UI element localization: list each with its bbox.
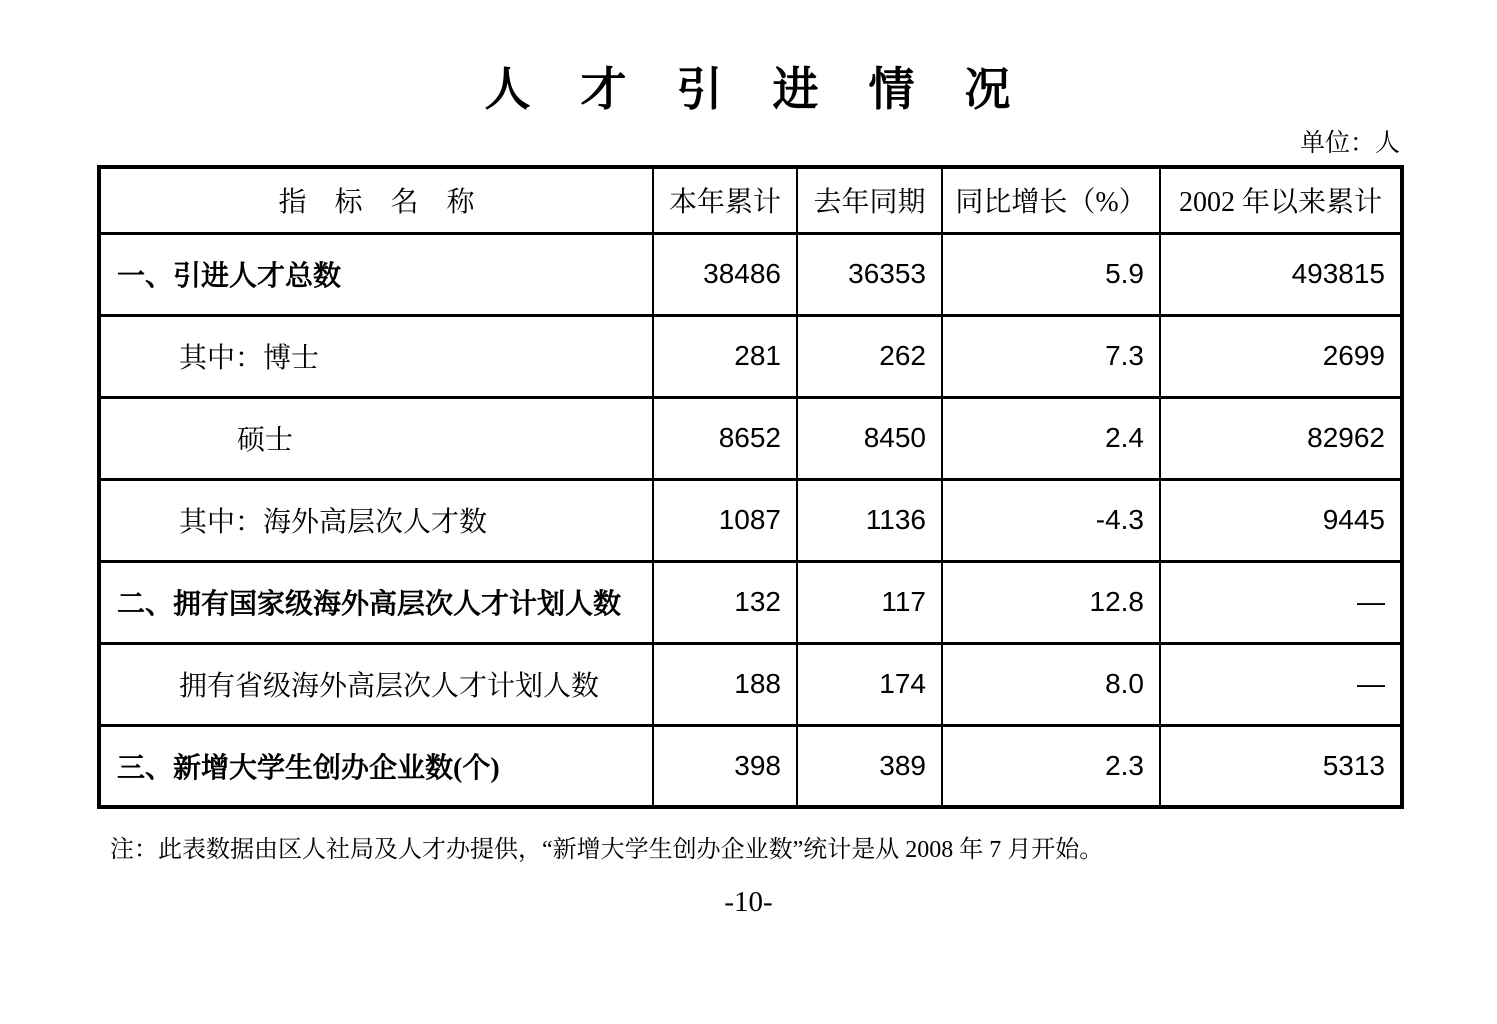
- cell-value: 8652: [653, 397, 797, 479]
- cell-value: —: [1160, 643, 1402, 725]
- table-body: [99, 233, 1402, 807]
- cell-value: 38486: [653, 233, 797, 315]
- cell-value: 82962: [1160, 397, 1402, 479]
- cell-value: 389: [797, 725, 942, 807]
- cell-value: 36353: [797, 233, 942, 315]
- cell-value: 2699: [1160, 315, 1402, 397]
- page-title: 人 才 引 进 情 况: [484, 64, 1013, 115]
- cell-value: 2.3: [942, 725, 1160, 807]
- cell-value: 9445: [1160, 479, 1402, 561]
- table-row: [99, 233, 1402, 315]
- row-label: 拥有省级海外高层次人才计划人数: [99, 643, 653, 725]
- cell-value: 8450: [797, 397, 942, 479]
- header-row: [99, 167, 1402, 233]
- footnote: 注：此表数据由区人社局及人才办提供，“新增大学生创办企业数”统计是从 2008 年 7 月开始。: [110, 837, 1104, 864]
- cell-value: 1136: [797, 479, 942, 561]
- talent-introduction-table: [97, 165, 1404, 809]
- header-this-year-cumulative: 本年累计: [653, 167, 797, 233]
- cell-value: 188: [653, 643, 797, 725]
- cell-value: 281: [653, 315, 797, 397]
- row-label: 一、引进人才总数: [99, 233, 653, 315]
- row-label: 硕士: [99, 397, 653, 479]
- cell-value: 1087: [653, 479, 797, 561]
- table-row: [99, 643, 1402, 725]
- header-same-period-last-year: 去年同期: [797, 167, 942, 233]
- cell-value: 132: [653, 561, 797, 643]
- row-label: 其中：海外高层次人才数: [99, 479, 653, 561]
- table-row: [99, 725, 1402, 807]
- table-row: [99, 315, 1402, 397]
- table-row: [99, 479, 1402, 561]
- row-label: 三、新增大学生创办企业数(个): [99, 725, 653, 807]
- cell-value: 117: [797, 561, 942, 643]
- row-label: 其中：博士: [99, 315, 653, 397]
- cell-value: 174: [797, 643, 942, 725]
- cell-value: 8.0: [942, 643, 1160, 725]
- header-yoy-growth: 同比增长（%）: [942, 167, 1160, 233]
- cell-value: 262: [797, 315, 942, 397]
- cell-value: 12.8: [942, 561, 1160, 643]
- cell-value: 493815: [1160, 233, 1402, 315]
- cell-value: 7.3: [942, 315, 1160, 397]
- header-indicator-name: 指 标 名 称: [99, 167, 653, 233]
- header-cumulative-since-2002: 2002 年以来累计: [1160, 167, 1402, 233]
- unit-label: 单位：人: [1299, 130, 1400, 158]
- page-number: -10-: [724, 886, 773, 919]
- cell-value: -4.3: [942, 479, 1160, 561]
- table-head: [99, 167, 1402, 233]
- row-label: 二、拥有国家级海外高层次人才计划人数: [99, 561, 653, 643]
- table-row: [99, 561, 1402, 643]
- cell-value: 5.9: [942, 233, 1160, 315]
- cell-value: 5313: [1160, 725, 1402, 807]
- cell-value: —: [1160, 561, 1402, 643]
- table-row: [99, 397, 1402, 479]
- cell-value: 398: [653, 725, 797, 807]
- cell-value: 2.4: [942, 397, 1160, 479]
